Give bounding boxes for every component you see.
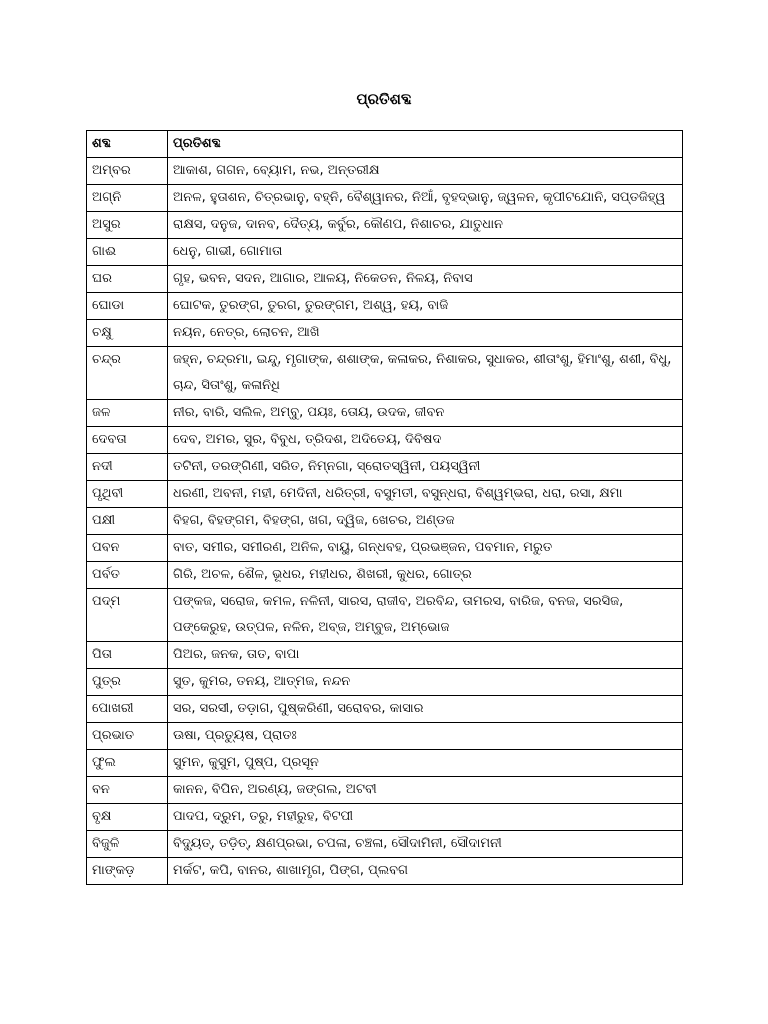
synonyms-cell: ସୁତ, କୁମର, ତନୟ, ଆତ୍ମଜ, ନନ୍ଦନ — [168, 669, 683, 696]
synonyms-cell: ସୁମନ, କୁସୁମ, ପୁଷ୍ପ, ପ୍ରସୂନ — [168, 750, 683, 777]
word-cell: ପିତା — [87, 642, 168, 669]
table-row — [87, 777, 683, 804]
page-title: ପ୍ରତିଶବ୍ଦ — [356, 90, 412, 108]
word-cell: ପୃଥିବୀ — [87, 481, 168, 508]
table-row — [87, 858, 683, 885]
synonyms-cell: ଆକାଶ, ଗଗନ, ବ୍ୟୋମ, ନଭ, ଅନ୍ତରୀକ୍ଷ — [168, 158, 683, 185]
table-row — [87, 804, 683, 831]
synonyms-cell: ନୟନ, ନେତ୍ର, ଲୋଚନ, ଆଖି — [168, 320, 683, 347]
table-row — [87, 750, 683, 777]
word-cell: ପୋଖରୀ — [87, 696, 168, 723]
synonyms-cell: ଗୃହ, ଭବନ, ସଦନ, ଆଗାର, ଆଳୟ, ନିକେତନ, ନିଳୟ, ନିବାସ — [168, 266, 683, 293]
synonyms-cell: ପାଦପ, ଦ୍ରୁମ, ତରୁ, ମହୀରୁହ, ବିଟପୀ — [168, 804, 683, 831]
synonyms-cell: ଊଷା, ପ୍ରତ୍ୟୁଷ, ପ୍ରାତଃ — [168, 723, 683, 750]
table-row — [87, 508, 683, 535]
table-row — [87, 239, 683, 266]
table-body — [87, 158, 683, 885]
table-row — [87, 347, 683, 400]
synonyms-cell: ବିଦ୍ୟୁତ୍, ତଡ଼ିତ୍, କ୍ଷଣପ୍ରଭା, ଚପଳା, ଚଞ୍ଚଳା, ସୌଦାମିନୀ, ସୌଦାମନୀ — [168, 831, 683, 858]
table-row — [87, 400, 683, 427]
table-row — [87, 669, 683, 696]
table-row — [87, 212, 683, 239]
word-cell: ଅସୁର — [87, 212, 168, 239]
word-cell: ବୃକ୍ଷ — [87, 804, 168, 831]
synonyms-cell: ବାତ, ସମୀର, ସମୀରଣ, ଅନିଳ, ବାୟୁ, ଗନ୍ଧବହ, ପ୍ରଭଞ୍ଜନ, ପବମାନ, ମରୁତ — [168, 535, 683, 562]
synonyms-cell: ଧରଣୀ, ଅବନୀ, ମହୀ, ମେଦିନୀ, ଧରିତ୍ରୀ, ବସୁମତୀ, ବସୁନ୍ଧରା, ବିଶ୍ୱମ୍ଭରା, ଧରା, ରସା, କ୍ଷମା — [168, 481, 683, 508]
synonyms-cell: ନୀର, ବାରି, ସଲିଳ, ଅମ୍ବୁ, ପୟଃ, ତୋୟ, ଉଦକ, ଜୀବନ — [168, 400, 683, 427]
table-header-row — [87, 131, 683, 158]
word-cell: ଚକ୍ଷୁ — [87, 320, 168, 347]
word-cell: ଗାଈ — [87, 239, 168, 266]
table-row — [87, 427, 683, 454]
table-row — [87, 293, 683, 320]
table-row — [87, 589, 683, 642]
synonyms-cell: ଦେବ, ଅମର, ସୁର, ବିବୁଧ, ତ୍ରିଦଶ, ଅଦିତେୟ, ଦିବିଷଦ — [168, 427, 683, 454]
word-cell: ଘୋଡା — [87, 293, 168, 320]
table-row — [87, 831, 683, 858]
synonyms-cell: ତଟିନୀ, ତରଙ୍ଗିଣୀ, ସରିତ, ନିମ୍ନଗା, ସ୍ରୋତସ୍ୱିନୀ, ପୟସ୍ୱିନୀ — [168, 454, 683, 481]
word-cell: ଚନ୍ଦ୍ର — [87, 347, 168, 400]
table-row — [87, 696, 683, 723]
table-row — [87, 185, 683, 212]
table-row — [87, 266, 683, 293]
word-cell: ପକ୍ଷୀ — [87, 508, 168, 535]
word-cell: ଫୁଲ — [87, 750, 168, 777]
word-cell: ପୁତ୍ର — [87, 669, 168, 696]
synonyms-cell: ପିଅର, ଜନକ, ତାତ, ବାପା — [168, 642, 683, 669]
word-cell: ଅମ୍ବର — [87, 158, 168, 185]
word-cell: ପର୍ବତ — [87, 562, 168, 589]
table-row — [87, 481, 683, 508]
word-cell: ଦେବତା — [87, 427, 168, 454]
word-cell: ଘର — [87, 266, 168, 293]
synonyms-cell: ରାକ୍ଷସ, ଦନୁଜ, ଦାନବ, ଦୈତ୍ୟ, କର୍ବୁର, କୌଣପ, ନିଶାଚର, ଯାତୁଧାନ — [168, 212, 683, 239]
synonyms-cell: କାନନ, ବିପିନ, ଅରଣ୍ୟ, ଜଙ୍ଗଲ, ଅଟବୀ — [168, 777, 683, 804]
table-row — [87, 320, 683, 347]
synonyms-cell: ଅନଳ, ହୁତାଶନ, ଚିତ୍ରଭାନୁ, ବହ୍ନି, ବୈଶ୍ୱାନର, ନିଆଁ, ବୃହଦ୍‌ଭାନୁ, ଜ୍ୱଳନ, କୃପୀଟଯୋନି, ସପ୍ତଜିହ୍ୱ — [168, 185, 683, 212]
word-cell: ନଦୀ — [87, 454, 168, 481]
synonyms-cell: ଘୋଟକ, ତୁରଙ୍ଗ, ତୁରଗ, ତୁରଙ୍ଗମ, ଅଶ୍ୱ, ହୟ, ବାଜି — [168, 293, 683, 320]
table-row — [87, 642, 683, 669]
word-cell: ଅଗ୍ନି — [87, 185, 168, 212]
word-cell: ପ୍ରଭାତ — [87, 723, 168, 750]
table-row — [87, 562, 683, 589]
word-cell: ପବନ — [87, 535, 168, 562]
synonyms-cell: ପଙ୍କଜ, ସରୋଜ, କମଳ, ନଳିନୀ, ସାରସ, ରାଜୀବ, ଅରବିନ୍ଦ, ତାମରସ, ବାରିଜ, ବନଜ, ସରସିଜ, ପଙ୍କେରୁହ, ଉତ୍ପଳ, ନଳିନ, ଅବ୍ଜ, ଅମ୍ବୁଜ, ଅମ୍ଭୋଜ — [168, 589, 683, 642]
synonyms-cell: ଗିରି, ଅଚଳ, ଶୈଳ, ଭୂଧର, ମହୀଧର, ଶିଖରୀ, କୁଧର, ଗୋତ୍ର — [168, 562, 683, 589]
synonyms-cell: ଜହ୍ନ, ଚନ୍ଦ୍ରମା, ଇନ୍ଦୁ, ମୃଗାଙ୍କ, ଶଶାଙ୍କ, କଳାକର, ନିଶାକର, ସୁଧାକର, ଶୀତାଂଶୁ, ହିମାଂଶୁ, ଶଶୀ, ବିଧୁ, ଚାନ୍ଦ, ସିତାଂଶୁ, କଳାନିଧି — [168, 347, 683, 400]
word-cell: ବନ — [87, 777, 168, 804]
word-cell: ଜଳ — [87, 400, 168, 427]
word-cell: ବିଜୁଳି — [87, 831, 168, 858]
table-row — [87, 723, 683, 750]
synonyms-cell: ମର୍କଟ, କପି, ବାନର, ଶାଖାମୃଗ, ପିଙ୍ଗ, ପ୍ଲବଗ — [168, 858, 683, 885]
synonyms-cell: ଧେନୁ, ଗାଭୀ, ଗୋମାତା — [168, 239, 683, 266]
synonyms-table — [86, 130, 683, 885]
table-row — [87, 158, 683, 185]
synonyms-cell: ସର, ସରସୀ, ତଡ଼ାଗ, ପୁଷ୍କରିଣୀ, ସରୋବର, କାସାର — [168, 696, 683, 723]
table-row — [87, 535, 683, 562]
table-row — [87, 454, 683, 481]
word-cell: ମାଙ୍କଡ଼ — [87, 858, 168, 885]
synonyms-cell: ବିହଗ, ବିହଙ୍ଗମ, ବିହଙ୍ଗ, ଖଗ, ଦ୍ୱିଜ, ଖେଚର, ଅଣ୍ଡଜ — [168, 508, 683, 535]
word-cell: ପଦ୍ମ — [87, 589, 168, 642]
header-word: ଶବ୍ଦ — [87, 131, 168, 158]
header-synonyms: ପ୍ରତିଶବ୍ଦ — [168, 131, 683, 158]
